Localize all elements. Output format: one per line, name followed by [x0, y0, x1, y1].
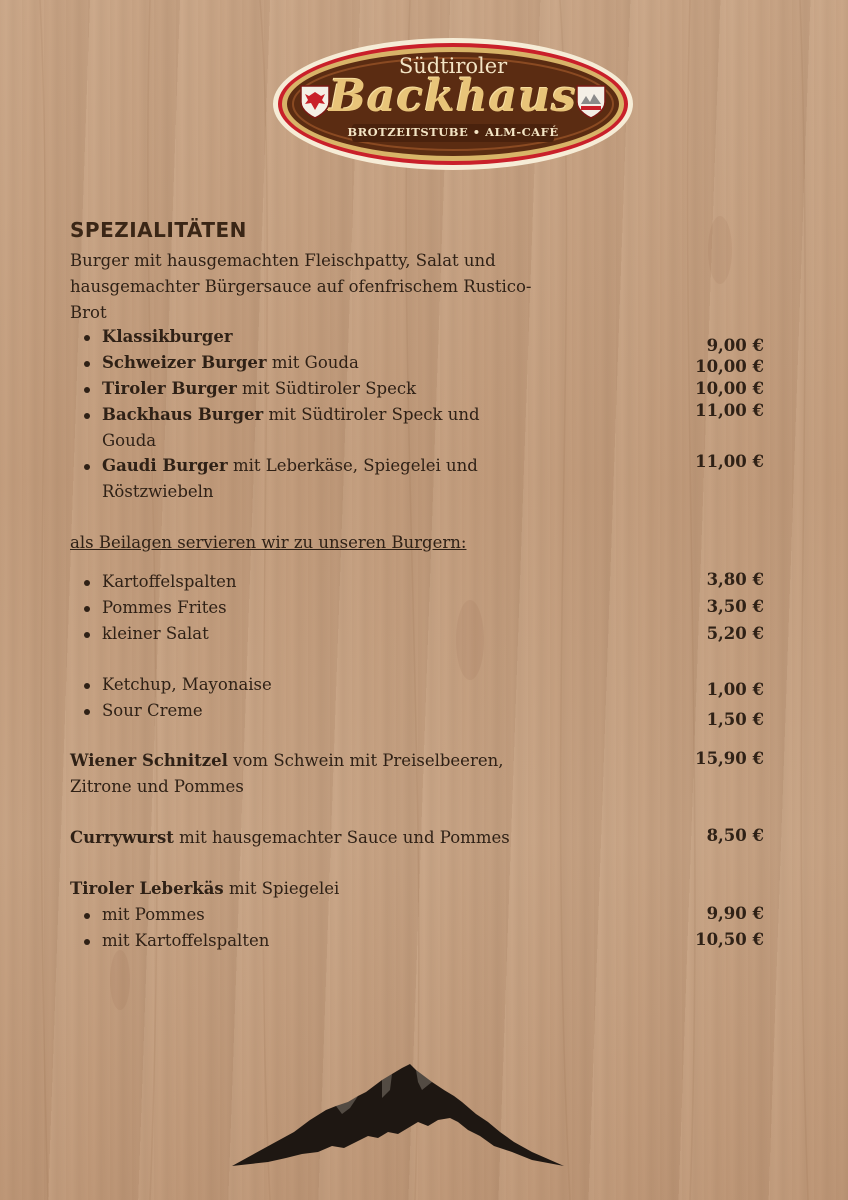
item-desc: mit hausgemachter Sauce und Pommes [173, 828, 510, 847]
item-desc: vom Schwein mit Preiselbeeren, Zitrone und Pommes [70, 751, 504, 796]
list-item-gaudi-burger [102, 453, 502, 505]
price-tiroler-burger: 10,00 € [695, 379, 764, 398]
list-item-kleiner-salat [102, 621, 522, 647]
price-backhaus-burger: 11,00 € [695, 401, 764, 420]
price-pommes-frites: 3,50 € [706, 597, 764, 616]
item-name: Backhaus Burger [102, 405, 264, 424]
item-name: Klassikburger [102, 327, 233, 346]
menu-item-currywurst [70, 825, 570, 851]
list-item-ketchup-mayonaise [102, 672, 522, 698]
item-desc: mit Südtiroler Speck und Gouda [102, 405, 480, 450]
price-leberkaes-pommes: 9,90 € [706, 904, 764, 923]
burger-intro-text: Burger mit hausgemachten Fleischpatty, Salat und hausgemachter Bürgersauce auf ofenfrischem Rustico-Brot [70, 251, 532, 322]
item-name: Tiroler Burger [102, 379, 237, 398]
bullet-icon [84, 361, 90, 367]
bullet-icon [84, 913, 90, 919]
item-name: Pommes Frites [102, 598, 227, 617]
bullet-icon [84, 606, 90, 612]
item-name: mit Pommes [102, 905, 205, 924]
item-name: kleiner Salat [102, 624, 209, 643]
price-kleiner-salat: 5,20 € [706, 624, 764, 643]
item-desc: mit Südtiroler Speck [236, 379, 417, 398]
town-crest-shield-icon [575, 84, 607, 120]
price-wiener-schnitzel: 15,90 € [695, 749, 764, 768]
item-desc: mit Spiegelei [223, 879, 340, 898]
list-item-kartoffelspalten [102, 569, 522, 595]
menu-item-tiroler-leberkaes [70, 876, 570, 902]
logo-top-text: Südtiroler [398, 54, 508, 78]
bullet-icon [84, 335, 90, 341]
price-leberkaes-kartoffelspalten: 10,50 € [695, 930, 764, 949]
section-heading: SPEZIALITÄTEN [70, 218, 247, 242]
south-tyrol-eagle-shield-icon [299, 84, 331, 120]
bullet-icon [84, 413, 90, 419]
item-name: Wiener Schnitzel [70, 751, 228, 770]
bullet-icon [84, 632, 90, 638]
sides-heading: als Beilagen servieren wir zu unseren Burgern: [70, 533, 467, 552]
list-item-tiroler-burger [102, 376, 522, 402]
item-desc: mit Leberkäse, Spiegelei und Röstzwiebeln [102, 456, 478, 501]
bullet-icon [84, 939, 90, 945]
item-name: Currywurst [70, 828, 174, 847]
bullet-icon [84, 387, 90, 393]
item-name: Schweizer Burger [102, 353, 267, 372]
list-item-klassikburger [102, 324, 522, 350]
list-item-pommes-frites [102, 595, 522, 621]
price-schweizer-burger: 10,00 € [695, 357, 764, 376]
bullet-icon [84, 464, 90, 470]
list-item-leberkaes-kartoffelspalten [102, 928, 522, 954]
logo-main-text: Backhaus [328, 71, 578, 122]
logo-subtitle: BROTZEITSTUBE • ALM-CAFÉ [347, 125, 559, 139]
bullet-icon [84, 580, 90, 586]
menu-item-wiener-schnitzel [70, 748, 540, 800]
item-name: Ketchup, Mayonaise [102, 675, 272, 694]
item-name: Gaudi Burger [102, 456, 228, 475]
list-item-schweizer-burger [102, 350, 522, 376]
price-klassikburger: 9,00 € [706, 336, 764, 355]
item-name: Sour Creme [102, 701, 203, 720]
item-name: mit Kartoffelspalten [102, 931, 270, 950]
mountain-silhouette-icon [232, 1062, 564, 1168]
item-name: Kartoffelspalten [102, 572, 237, 591]
price-ketchup-mayonaise: 1,00 € [706, 680, 764, 699]
bullet-icon [84, 683, 90, 689]
price-sour-creme: 1,50 € [706, 710, 764, 729]
price-gaudi-burger: 11,00 € [695, 452, 764, 471]
item-name: Tiroler Leberkäs [70, 879, 224, 898]
list-item-leberkaes-pommes [102, 902, 522, 928]
price-kartoffelspalten: 3,80 € [706, 570, 764, 589]
bullet-icon [84, 709, 90, 715]
item-desc: mit Gouda [266, 353, 359, 372]
price-currywurst: 8,50 € [706, 826, 764, 845]
list-item-sour-creme [102, 698, 522, 724]
list-item-backhaus-burger [102, 402, 502, 454]
restaurant-logo [272, 37, 634, 171]
